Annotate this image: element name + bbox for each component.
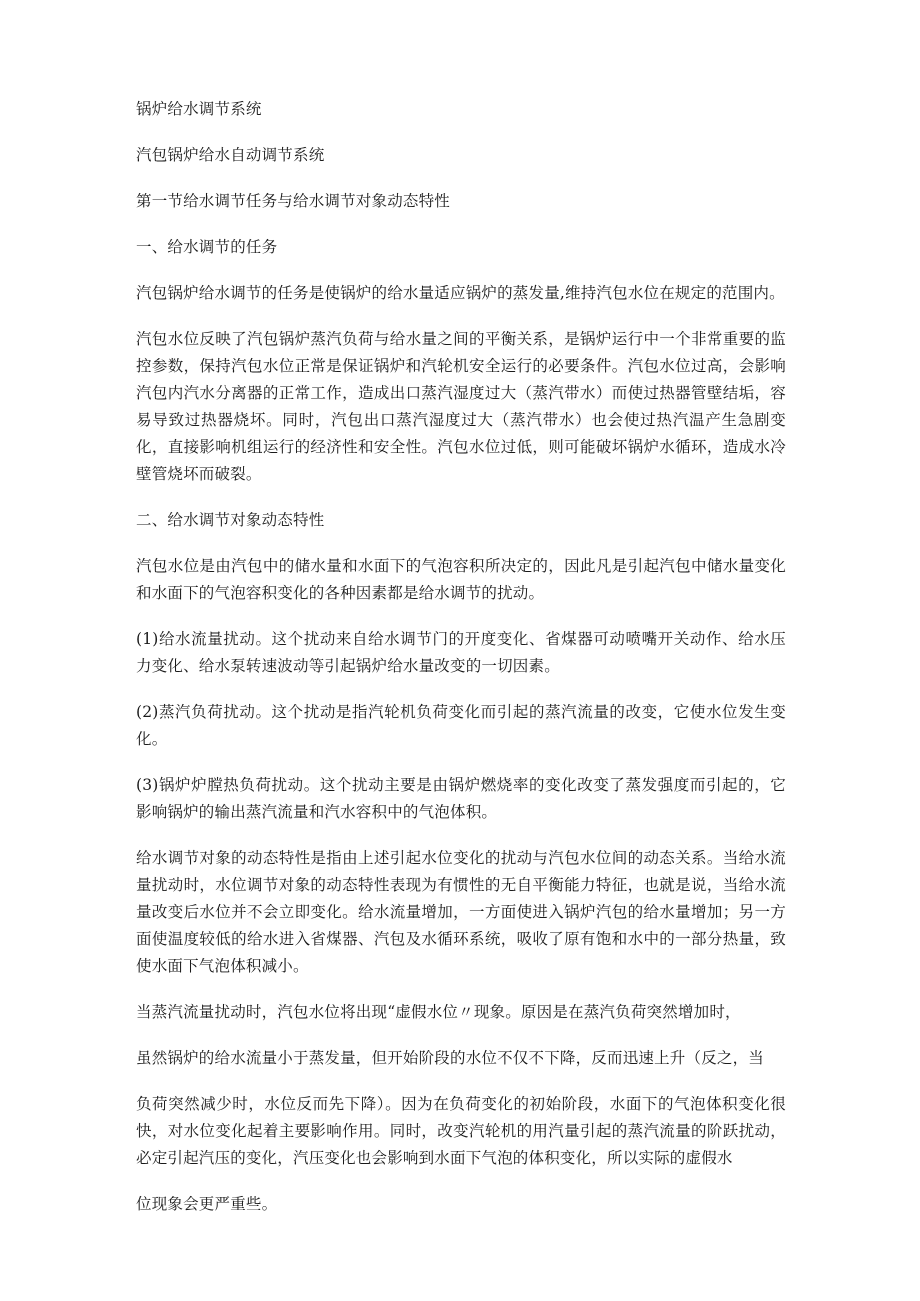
heading-task: 一、给水调节的任务 xyxy=(136,238,278,256)
document-title: 锅炉给水调节系统 xyxy=(136,100,262,118)
paragraph-false-level-2: 虽然锅炉的给水流量小于蒸发量，但开始阶段的水位不仅不下降，反而迅速上升（反之，当 xyxy=(136,1049,765,1067)
paragraph-false-level-1: 当蒸汽流量扰动时，汽包水位将出现“虚假水位〃现象。原因是在蒸汽负荷突然增加时， xyxy=(136,1003,741,1021)
heading-dynamics: 二、给水调节对象动态特性 xyxy=(136,511,325,529)
document-subtitle: 汽包锅炉给水自动调节系统 xyxy=(136,146,325,164)
paragraph-false-level-4: 位现象会更严重些。 xyxy=(136,1195,278,1213)
document-page xyxy=(136,96,786,1237)
paragraph-dynamic-characteristics: 给水调节对象的动态特性是指由上述引起水位变化的扰动与汽包水位间的动态关系。当给水流量扰动时，水位调节对象的动态特性表现为有惯性的无自平衡能力特征，也就是说，当给水流量改变后水位并不会立即变化。给水流量增加，一方面使进入锅炉汽包的给水量增加；另一方面使温度较低的给水进入省煤器、汽包及水循环系统，吸收了原有饱和水中的一部分热量，致使水面下气泡体积减小。 xyxy=(136,849,786,975)
paragraph-disturbances: 汽包水位是由汽包中的储水量和水面下的气泡容积所决定的，因此凡是引起汽包中储水量变化和水面下的气泡容积变化的各种因素都是给水调节的扰动。 xyxy=(136,557,786,602)
list-item-feedwater-flow: (1)给水流量扰动。这个扰动来自给水调节门的开度变化、省煤器可动喷嘴开关动作、给水压力变化、给水泵转速波动等引起锅炉给水量改变的一切因素。 xyxy=(136,630,786,675)
list-item-furnace-heat: (3)锅炉炉膛热负荷扰动。这个扰动主要是由锅炉燃烧率的变化改变了蒸发强度而引起的，它影响锅炉的输出蒸汽流量和汽水容积中的气泡体积。 xyxy=(136,776,786,821)
paragraph-false-level-3: 负荷突然减少时，水位反而先下降）。因为在负荷变化的初始阶段，水面下的气泡体积变化很快，对水位变化起着主要影响作用。同时，改变汽轮机的用汽量引起的蒸汽流量的阶跃扰动，必定引起汽压的变化，汽压变化也会影响到水面下气泡的体积变化，所以实际的虚假水 xyxy=(136,1095,786,1167)
list-item-steam-load: (2)蒸汽负荷扰动。这个扰动是指汽轮机负荷变化而引起的蒸汽流量的改变，它使水位发生变化。 xyxy=(136,703,786,748)
section-title: 第一节给水调节任务与给水调节对象动态特性 xyxy=(136,192,451,210)
paragraph-task-summary: 汽包锅炉给水调节的任务是使锅炉的给水量适应锅炉的蒸发量,维持汽包水位在规定的范围内。 xyxy=(136,284,785,302)
paragraph-water-level: 汽包水位反映了汽包锅炉蒸汽负荷与给水量之间的平衡关系，是锅炉运行中一个非常重要的监控参数，保持汽包水位正常是保证锅炉和汽轮机安全运行的必要条件。汽包水位过高，会影响汽包内汽水分离器的正常工作，造成出口蒸汽湿度过大（蒸汽带水）而使过热器管壁结垢，容易导致过热器烧坏。同时，汽包出口蒸汽湿度过大（蒸汽带水）也会使过热汽温产生急剧变化，直接影响机组运行的经济性和安全性。汽包水位过低，则可能破坏锅炉水循环，造成水冷壁管烧坏而破裂。 xyxy=(136,330,786,483)
